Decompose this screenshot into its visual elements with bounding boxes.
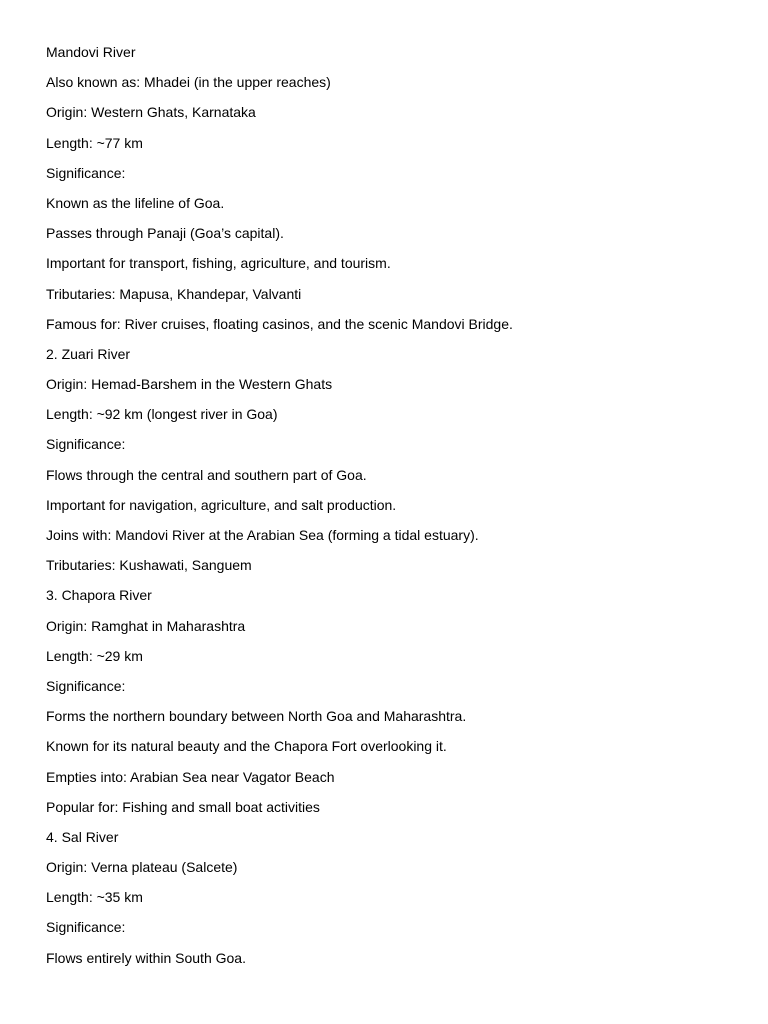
text-line: Known for its natural beauty and the Chapora Fort overlooking it.: [46, 738, 447, 755]
text-line: Known as the lifeline of Goa.: [46, 194, 225, 211]
text-line: Significance:: [46, 677, 126, 694]
text-line: Flows entirely within South Goa.: [46, 949, 246, 966]
text-line: Tributaries: Mapusa, Khandepar, Valvanti: [46, 285, 302, 302]
text-line: Important for navigation, agriculture, and salt production.: [46, 496, 397, 513]
text-line: Passes through Panaji (Goa’s capital).: [46, 225, 284, 242]
text-line: Significance:: [46, 164, 126, 181]
text-line: Important for transport, fishing, agriculture, and tourism.: [46, 255, 391, 272]
text-line: Mandovi River: [46, 44, 136, 60]
text-line: Origin: Western Ghats, Karnataka: [46, 104, 256, 121]
text-line: 2. Zuari River: [46, 345, 131, 362]
text-line: Forms the northern boundary between North Goa and Maharashtra.: [46, 708, 467, 725]
text-line: Length: ~77 km: [46, 134, 143, 151]
text-line: Significance:: [46, 919, 126, 936]
text-line: Length: ~29 km: [46, 647, 143, 664]
text-line: Popular for: Fishing and small boat activities: [46, 798, 320, 815]
text-line: Length: ~35 km: [46, 889, 143, 906]
text-line: Empties into: Arabian Sea near Vagator Beach: [46, 768, 335, 785]
text-line: Origin: Ramghat in Maharashtra: [46, 617, 246, 634]
text-line: Origin: Hemad-Barshem in the Western Ghats: [46, 376, 333, 393]
text-line: 3. Chapora River: [46, 587, 152, 604]
text-line: Also known as: Mhadei (in the upper reaches): [46, 74, 331, 91]
text-line: Joins with: Mandovi River at the Arabian Sea (forming a tidal estuary).: [46, 527, 479, 543]
text-line: Origin: Verna plateau (Salcete): [46, 859, 238, 876]
text-line: Significance:: [46, 436, 126, 453]
text-line: 4. Sal River: [46, 828, 119, 845]
text-line: Flows through the central and southern part of Goa.: [46, 466, 367, 483]
text-line: Length: ~92 km (longest river in Goa): [46, 406, 278, 423]
text-line: Tributaries: Kushawati, Sanguem: [46, 557, 252, 574]
document-text-body: [46, 42, 736, 978]
text-line: Famous for: River cruises, floating casinos, and the scenic Mandovi Bridge.: [46, 315, 513, 332]
